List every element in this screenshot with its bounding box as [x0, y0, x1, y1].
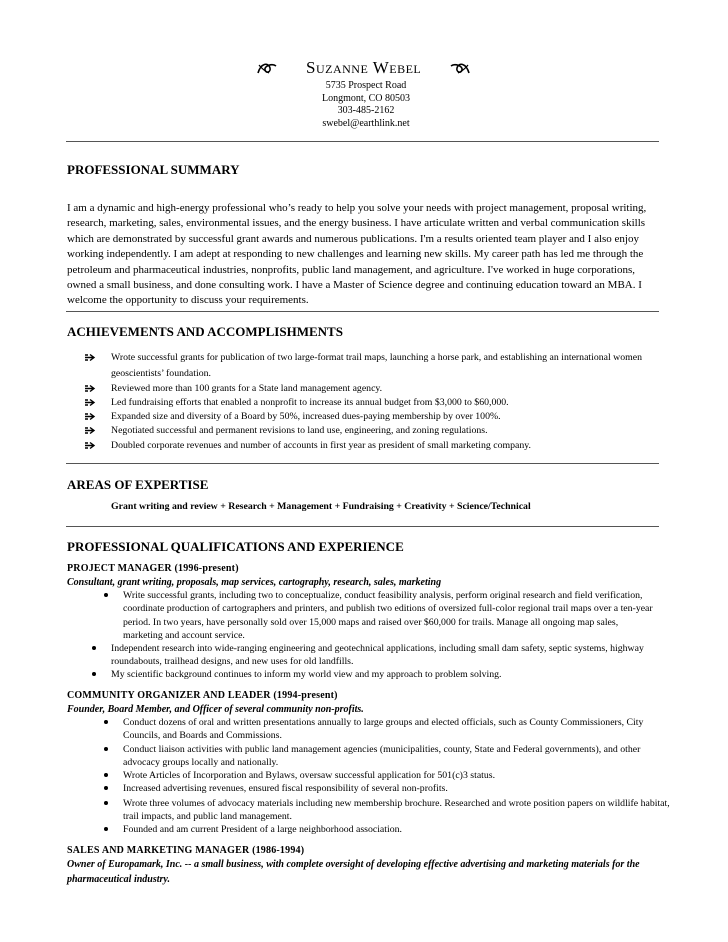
- achievement-text: Expanded size and diversity of a Board by 50%, increased dues-paying membership by over 100%.: [111, 411, 501, 422]
- divider: [66, 141, 659, 142]
- achievement-text: Negotiated successful and permanent revisions to land use, engineering, and zoning regulations.: [111, 425, 488, 436]
- expertise-heading: AREAS OF EXPERTISE: [67, 477, 209, 492]
- achievement-text: Doubled corporate revenues and number of accounts in first year as president of small marketing company.: [111, 440, 531, 451]
- achievement-text: Wrote successful grants for publication of two large-format trail maps, launching a horse park, and establishing an international women geoscientists’ foundation.: [111, 352, 643, 379]
- bullet-icon: [104, 720, 108, 724]
- bullet-text: Wrote Articles of Incorporation and Bylaws, oversaw successful application for 501(c)3 status.: [123, 770, 496, 781]
- bullet-text: Founded and am current President of a large neighborhood association.: [123, 824, 402, 835]
- bullet-icon: [92, 672, 96, 676]
- bullet-text: Wrote three volumes of advocacy materials including new membership brochure. Researched and wrote position papers on wildlife habitat, trail impacts, and public land management.: [123, 798, 670, 823]
- bullet-icon: [104, 593, 108, 597]
- phone-line: 303-485-2162: [337, 105, 395, 116]
- bullet-icon: [104, 827, 108, 831]
- expertise-list: Grant writing and review + Research + Management + Fundraising + Creativity + Science/Technical: [111, 501, 531, 512]
- city-line: Longmont, CO 80503: [321, 92, 411, 104]
- bullet-icon: [92, 646, 96, 650]
- bullet-icon: [104, 747, 108, 751]
- job-title: COMMUNITY ORGANIZER AND LEADER (1994-present): [67, 690, 338, 701]
- summary-heading: PROFESSIONAL SUMMARY: [67, 162, 240, 177]
- divider: [66, 526, 659, 527]
- pointing-hand-icon: [84, 441, 98, 450]
- name-line: [0, 58, 728, 80]
- right-ornament-icon: [449, 60, 471, 76]
- job-title: PROJECT MANAGER (1996-present): [67, 563, 239, 574]
- job-subtitle: Owner of Europamark, Inc. -- a small business, with complete oversight of developing effective advertising and marketing materials for the pharmaceutical industry.: [67, 859, 640, 885]
- bullet-icon: [104, 801, 108, 805]
- pointing-hand-icon: [84, 353, 98, 362]
- divider: [66, 463, 659, 464]
- bullet-text: Write successful grants, including two to conceptualize, conduct feasibility analysis, perform original research and field verification, coordinate production of cartographers and printers, and publish two editions of oversized full-color regional trail maps over a ten-year period. In two years, have personally sold over 15,000 maps and raised over $60,000 for trails. Manage all ongoing map sales, marketing and account service.: [123, 590, 653, 641]
- bullet-text: Increased advertising revenues, ensured fiscal responsibility of several non-profits.: [123, 783, 448, 794]
- bullet-icon: [104, 773, 108, 777]
- summary-text: I am a dynamic and high-energy professional who’s ready to help you solve your needs with project management, proposal writing, research, marketing, sales, environmental issues, and the energy business. I have articulate written and verbal communication skills which are demonstrated by successful grant awards and numerous publications. I'm a results oriented team player and I also enjoy working independently. I am adept at responding to new challenges and learning new skills. My career path has led me through the petroleum and pharmaceutical industries, nonprofits, public land management, and agriculture. I've worked in huge corporations, owned a small business, and done consulting work. I have a Master of Science degree and continuing education toward an MBA. I welcome the opportunity to discuss your requirements.: [67, 202, 647, 307]
- bullet-text: Conduct dozens of oral and written presentations annually to large groups and elected officials, such as County Commissioners, City Councils, and Boards and Commissions.: [123, 717, 644, 742]
- pointing-hand-icon: [84, 398, 98, 407]
- pointing-hand-icon: [84, 384, 98, 393]
- address-line: 5735 Prospect Road: [325, 80, 407, 91]
- bullet-text: Independent research into wide-ranging engineering and geotechnical applications, including small dam safety, septic systems, highway roundabouts, trailhead designs, and new uses for old landfills.: [111, 643, 644, 668]
- candidate-name: Suzanne Webel: [306, 58, 422, 77]
- pointing-hand-icon: [84, 426, 98, 435]
- bullet-icon: [104, 786, 108, 790]
- bullet-text: Conduct liaison activities with public land management agencies (municipalities, county, State and Federal governments), and other advocacy groups locally and nationally.: [123, 744, 641, 769]
- left-ornament-icon: [256, 60, 278, 76]
- achievement-text: Reviewed more than 100 grants for a State land management agency.: [111, 383, 383, 394]
- job-subtitle: Consultant, grant writing, proposals, map services, cartography, research, sales, marketing: [67, 577, 442, 588]
- achievements-heading: ACHIEVEMENTS AND ACCOMPLISHMENTS: [67, 324, 343, 339]
- achievement-text: Led fundraising efforts that enabled a nonprofit to increase its annual budget from $3,000 to $60,000.: [111, 397, 509, 408]
- job-title: SALES AND MARKETING MANAGER (1986-1994): [67, 845, 305, 856]
- job-subtitle: Founder, Board Member, and Officer of several community non-profits.: [67, 704, 364, 715]
- experience-heading: PROFESSIONAL QUALIFICATIONS AND EXPERIENCE: [67, 539, 404, 554]
- email-line: swebel@earthlink.net: [322, 117, 410, 129]
- resume-header: [0, 58, 728, 129]
- contact-info: [286, 80, 446, 130]
- divider: [66, 311, 659, 312]
- pointing-hand-icon: [84, 412, 98, 421]
- bullet-text: My scientific background continues to inform my world view and my approach to problem solving.: [111, 669, 502, 680]
